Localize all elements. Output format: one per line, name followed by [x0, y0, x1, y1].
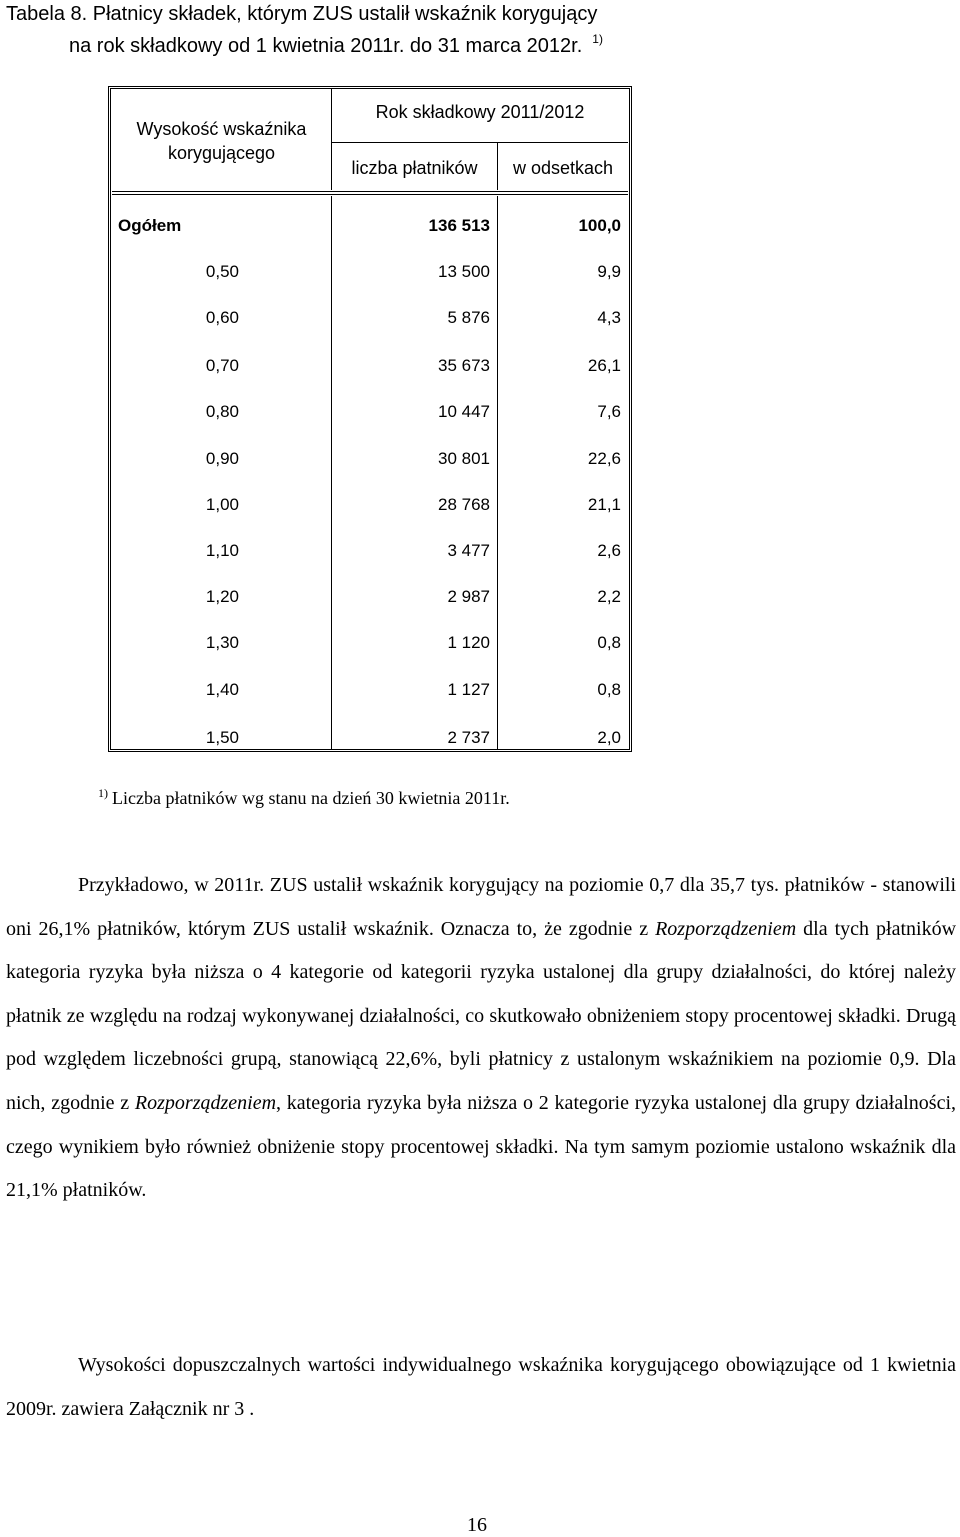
factor-cell: 1,00 — [205, 495, 239, 514]
count-cell: 2 737 — [447, 728, 490, 747]
total-percent: 100,0 — [578, 216, 621, 235]
column-header-factor-line1: Wysokość wskaźnika — [136, 119, 307, 139]
count-cell: 13 500 — [438, 262, 490, 281]
count-cell: 28 768 — [438, 495, 490, 514]
factor-cell: 0,60 — [205, 308, 239, 327]
total-label: Ogółem — [118, 216, 182, 235]
column-header-count: liczba płatników — [351, 158, 478, 178]
footnote-text: Liczba płatników wg stanu na dzień 30 kwietnia 2011r. — [112, 788, 510, 808]
footnote-mark: 1) — [592, 32, 603, 46]
factor-cell: 0,50 — [205, 262, 239, 281]
paragraph-text: Wysokości dopuszczalnych wartości indywidualnego wskaźnika korygującego obowiązujące od 1 kwietnia 2009r. zawiera Załącznik nr 3 . — [6, 1354, 956, 1420]
body-paragraph-2 — [6, 1344, 956, 1431]
percent-cell: 2,2 — [597, 587, 621, 606]
count-cell: 2 987 — [447, 587, 490, 606]
factor-cell: 1,40 — [205, 680, 239, 699]
percent-cell: 2,0 — [597, 728, 621, 747]
header-separator — [112, 191, 628, 195]
table-title-line2: na rok składkowy od 1 kwietnia 2011r. do 31 marca 2012r. — [69, 35, 583, 57]
total-count: 136 513 — [428, 216, 490, 235]
count-cell: 1 120 — [447, 633, 490, 652]
factor-cell: 1,50 — [205, 728, 239, 747]
count-cell: 30 801 — [438, 449, 490, 468]
count-cell: 1 127 — [447, 680, 490, 699]
table-footnote — [98, 786, 510, 809]
percent-cell: 0,8 — [597, 680, 621, 699]
factor-cell: 0,70 — [205, 356, 239, 375]
factor-cell: 0,80 — [205, 402, 239, 421]
factor-cell: 1,10 — [205, 541, 239, 560]
percent-cell: 9,9 — [597, 262, 621, 281]
percent-cell: 7,6 — [597, 402, 621, 421]
paragraph-text: Przykładowo, w 2011r. ZUS ustalił wskaźnik korygujący na poziomie 0,7 dla 35,7 tys. płatników - stanowili oni 26,1% płatników, którym ZUS ustalił wskaźnik. Oznacza to, że zgodnie z — [6, 874, 956, 940]
count-cell: 5 876 — [447, 308, 490, 327]
percent-cell: 4,3 — [597, 308, 621, 327]
table-title-line1: Tabela 8. Płatnicy składek, którym ZUS ustalił wskaźnik korygujący — [6, 3, 598, 25]
column-header-percent: w odsetkach — [512, 158, 614, 178]
percent-cell: 0,8 — [597, 633, 621, 652]
factor-cell: 1,20 — [205, 587, 239, 606]
column-header-factor — [112, 118, 331, 164]
body-paragraph-1 — [6, 864, 956, 1213]
percent-cell: 26,1 — [587, 356, 621, 375]
count-cell: 35 673 — [438, 356, 490, 375]
group-header: Rok składkowy 2011/2012 — [375, 102, 585, 122]
count-cell: 3 477 — [447, 541, 490, 560]
header-rule — [331, 142, 628, 143]
table-title — [6, 2, 603, 59]
count-cell: 10 447 — [438, 402, 490, 421]
emphasis-text: Rozporządzeniem — [655, 917, 797, 940]
column-header-factor-line2: korygującego — [167, 143, 276, 163]
factor-cell: 0,90 — [205, 449, 239, 468]
footnote-mark: 1) — [98, 786, 108, 800]
percent-cell: 21,1 — [587, 495, 621, 514]
paragraph-text: dla tych płatników kategoria ryzyka była niższa o 4 kategorie od kategorii ryzyka ustalonej dla grupy działalności, do której należy płatnik ze względu na rodzaj wykonywanej działalności, co skutkowało obniżeniem stopy procentowej składki. Drugą pod względem liczebności grupą, stanowiącą 22,6%, byli płatnicy z ustalonym wskaźnikiem na poziomie 0,9. Dla nich, zgodnie z — [6, 917, 957, 1114]
emphasis-text: Rozporządzeniem — [134, 1091, 277, 1114]
percent-cell: 2,6 — [597, 541, 621, 560]
factor-cell: 1,30 — [205, 633, 239, 652]
paragraph-text: , kategoria ryzyka była niższa o 2 kategorie ryzyka ustalonej dla grupy działalności, czego wynikiem było również obniżenie stopy procentowej składki. Na tym samym poziomie ustalono wskaźnik dla 21,1% płatników. — [6, 1091, 956, 1202]
percent-cell: 22,6 — [587, 449, 621, 468]
page-number: 16 — [467, 1514, 487, 1536]
